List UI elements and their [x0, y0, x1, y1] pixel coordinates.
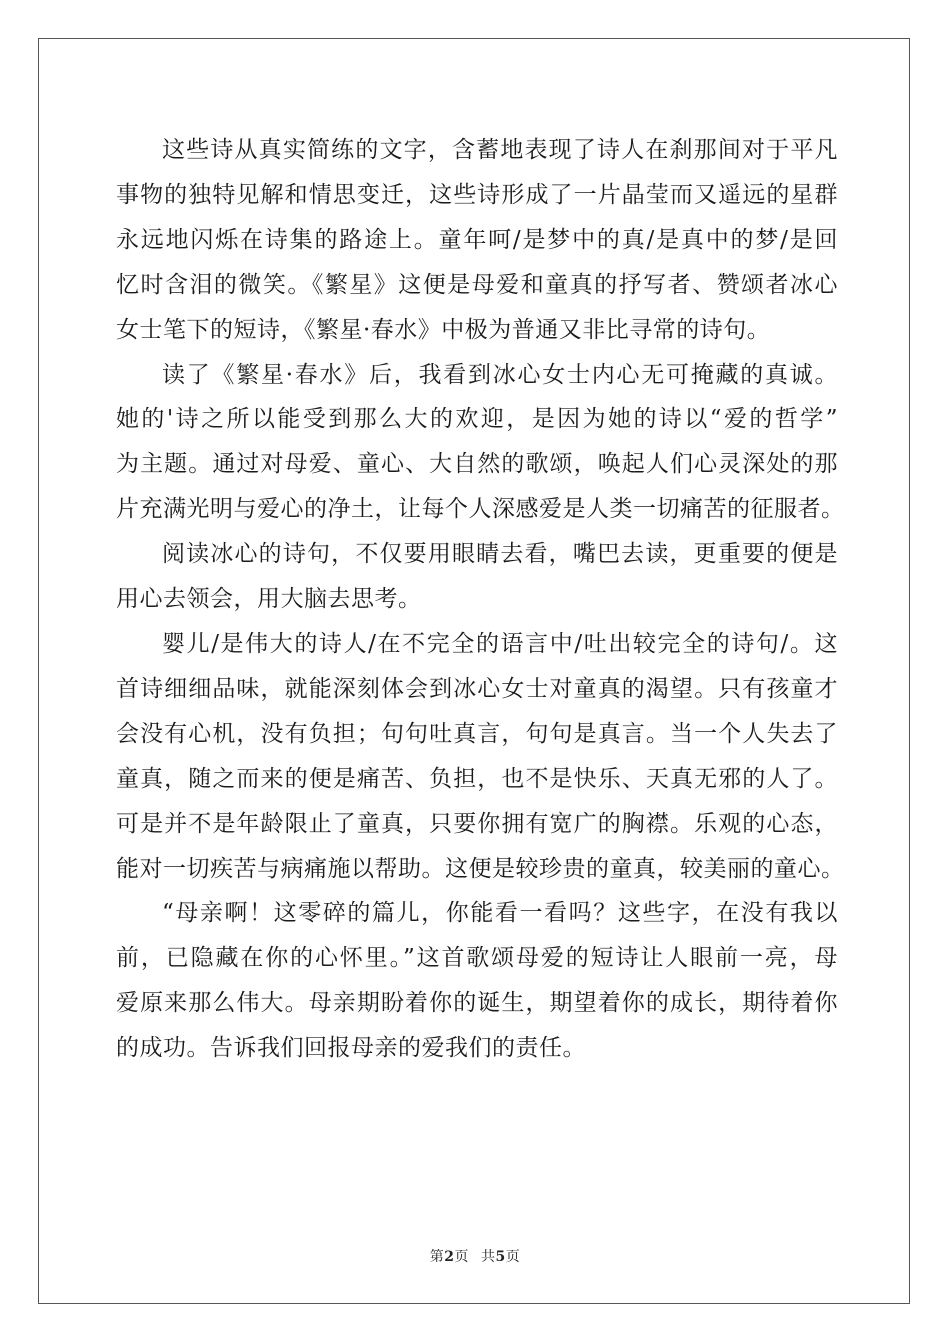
paragraph: [116, 532, 838, 622]
text-line: 片充满光明与爱心的净土，让每个人深感爱是人类一切痛苦的征服者。: [116, 496, 845, 523]
paragraph: [116, 128, 838, 353]
text-line: 永远地闪烁在诗集的路途上。童年呵/是梦中的真/是真中的梦/是回: [116, 226, 838, 253]
footer-page-prefix: 第: [429, 1249, 445, 1265]
footer-total-suffix: 页: [505, 1249, 521, 1265]
text-line: 前，已隐藏在你的心怀里。”这首歌颂母爱的短诗让人眼前一亮，母: [116, 945, 838, 972]
text-line: 童真，随之而来的便是痛苦、负担，也不是快乐、天真无邪的人了。: [116, 765, 838, 792]
footer-total-prefix: 共: [481, 1249, 496, 1265]
text-line: “母亲啊！这零碎的篇儿，你能看一看吗？这些字，在没有我以: [162, 900, 838, 927]
text-line: 为主题。通过对母爱、童心、大自然的歌颂，唤起人们心灵深处的那: [116, 451, 838, 478]
page-footer: [0, 1246, 950, 1266]
paragraph: [116, 353, 845, 533]
text-line: 女士笔下的短诗，《繁星·春水》中极为普通又非比寻常的诗句。: [116, 316, 771, 343]
text-line: 爱原来那么伟大。母亲期盼着你的诞生，期望着你的成长，期待着你: [116, 990, 838, 1017]
text-line: 事物的独特见解和情思变迁，这些诗形成了一片晶莹而又遥远的星群: [116, 181, 838, 208]
text-line: 她的'诗之所以能受到那么大的欢迎，是因为她的诗以“爱的哲学”: [116, 406, 838, 433]
text-line: 婴儿/是伟大的诗人/在不完全的语言中/吐出较完全的诗句/。这: [162, 630, 838, 657]
text-line: 可是并不是年龄限止了童真，只要你拥有宽广的胸襟。乐观的心态，: [116, 810, 838, 837]
text-line: 用心去领会，用大脑去思考。: [116, 586, 422, 613]
paragraph: [116, 622, 845, 891]
text-line: 的成功。告诉我们回报母亲的爱我们的责任。: [116, 1035, 586, 1062]
text-line: 能对一切疾苦与病痛施以帮助。这便是较珍贵的童真，较美丽的童心。: [116, 855, 845, 882]
text-line: 首诗细细品味，就能深刻体会到冰心女士对童真的渴望。只有孩童才: [116, 675, 838, 702]
text-line: 忆时含泪的微笑。《繁星》这便是母爱和童真的抒写者、赞颂者冰心: [116, 271, 838, 298]
text-line: 读了《繁星·春水》后，我看到冰心女士内心无可掩藏的真诚。: [162, 361, 838, 388]
footer-page-total: 5: [495, 1249, 506, 1265]
text-line: 这些诗从真实简练的文字，含蓄地表现了诗人在刹那间对于平凡: [162, 137, 838, 163]
text-line: 阅读冰心的诗句，不仅要用眼睛去看，嘴巴去读，更重要的便是: [162, 541, 838, 568]
document-body: [116, 128, 845, 1071]
text-line: 会没有心机，没有负担；句句吐真言，句句是真言。当一个人失去了: [116, 720, 838, 747]
footer-page-current: 2: [444, 1249, 455, 1265]
paragraph: [116, 891, 838, 1071]
footer-page-suffix: 页: [454, 1249, 469, 1265]
